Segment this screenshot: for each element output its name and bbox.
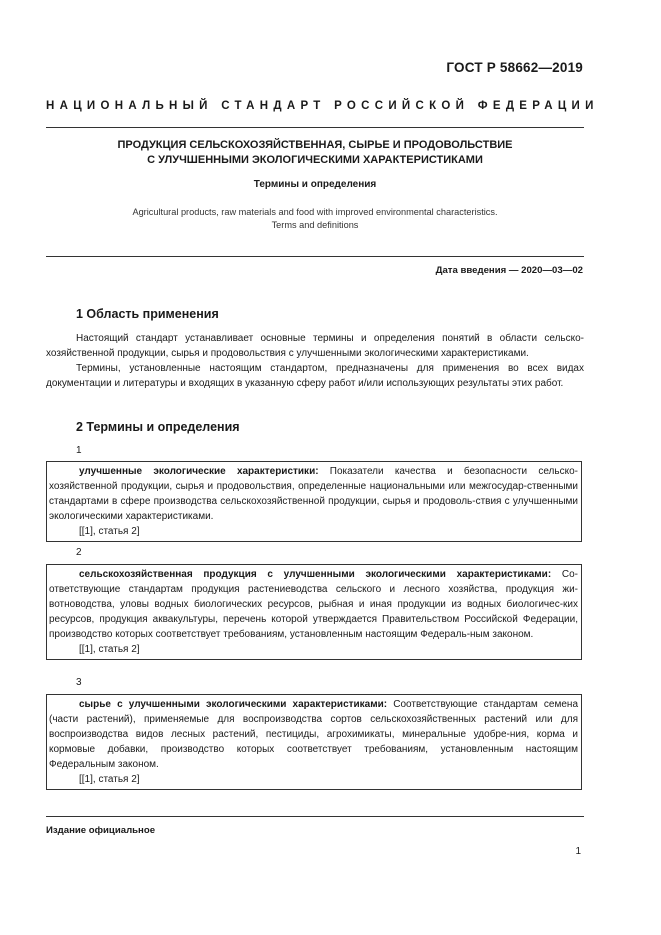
term-definition [49, 697, 578, 772]
term-reference: [[1], статья 2] [79, 644, 140, 655]
term-text: Со-ответствующие стандартам продукция растениеводства сельского и лесного хозяйства, продукция жи-вотноводства, уловы водных биологических ресурсов, рыбная и иная продукции из водных биологичес-ких ресурсов, продукция аквакультуры, перечень которой утверждается Правительством Российской Федерации, производство которых соответствует требованиям, установленным настоящим Федераль-ным законом. [49, 569, 578, 640]
gost-code: ГОСТ Р 58662—2019 [446, 60, 583, 75]
term-number: 1 [76, 445, 82, 456]
section-1-heading: 1 Область применения [76, 307, 219, 321]
term-entry [46, 461, 582, 542]
title-line-2: С УЛУЧШЕННЫМИ ЭКОЛОГИЧЕСКИМИ ХАРАКТЕРИСТИКАМИ [147, 154, 483, 166]
term-definition [49, 464, 578, 524]
term-name: сельскохозяйственная продукция с улучшенными экологическими характеристиками: [79, 569, 552, 580]
term-reference: [[1], статья 2] [79, 526, 140, 537]
term-number: 3 [76, 677, 82, 688]
term-name: улучшенные экологические характеристики: [79, 466, 319, 477]
document-subtitle: Термины и определения [253, 179, 377, 190]
title-rule [46, 256, 584, 257]
term-text: Соответствующие стандартам семена (части растений), применяемые для воспроизводства сортов сельскохозяйственных растений или для воспроизводства видов лесных растений, пестициды, агрохимикаты, минеральные удобре-ния, корма и кормовые добавки, производство которых соответствует требованиям, установленным настоящим Федеральным законом. [49, 699, 579, 770]
term-text: Показатели качества и безопасности сельско-хозяйственной продукции, сырья и продовольствия, определенные национальными или межгосудар-ственными стандартами в сфере производства сельскохозяйственной продукции, сырья и продоволь-ствия с улучшенными экологическими характеристиками. [49, 466, 578, 522]
term-number: 2 [76, 547, 82, 558]
section-1-paragraph-1: Настоящий стандарт устанавливает основные термины и определения понятий в области сельско-хозяйственной продукции, сырья и продовольствия с улучшенными экологическими характеристиками. [46, 333, 584, 359]
official-edition-label: Издание официальное [46, 825, 156, 836]
section-1-body [46, 331, 584, 391]
introduction-date: Дата введения — 2020—03—02 [435, 265, 583, 276]
header-rule [46, 127, 584, 128]
page-number: 1 [575, 846, 581, 857]
term-entry [46, 694, 582, 790]
national-standard-heading: НАЦИОНАЛЬНЫЙ СТАНДАРТ РОССИЙСКОЙ ФЕДЕРАЦИИ [46, 100, 599, 112]
document-title [46, 138, 584, 168]
section-2-heading: 2 Термины и определения [76, 420, 240, 434]
term-name: сырье с улучшенными экологическими характеристиками: [79, 699, 388, 710]
title-line-1: ПРОДУКЦИЯ СЕЛЬСКОХОЗЯЙСТВЕННАЯ, СЫРЬЕ И ПРОДОВОЛЬСТВИЕ [117, 139, 513, 151]
english-title-line-2: Terms and definitions [271, 219, 359, 230]
english-title-line-1: Agricultural products, raw materials and food with improved environmental characteristics. [132, 207, 498, 217]
term-entry [46, 564, 582, 660]
english-title [46, 206, 584, 231]
term-reference: [[1], статья 2] [79, 774, 140, 785]
term-definition [49, 567, 578, 642]
footer-rule [46, 816, 584, 817]
section-1-paragraph-2: Термины, установленные настоящим стандартом, предназначены для применения во всех видах документации и литературы и входящих в указанную сферу работ и/или использующих результаты этих работ. [46, 363, 584, 389]
